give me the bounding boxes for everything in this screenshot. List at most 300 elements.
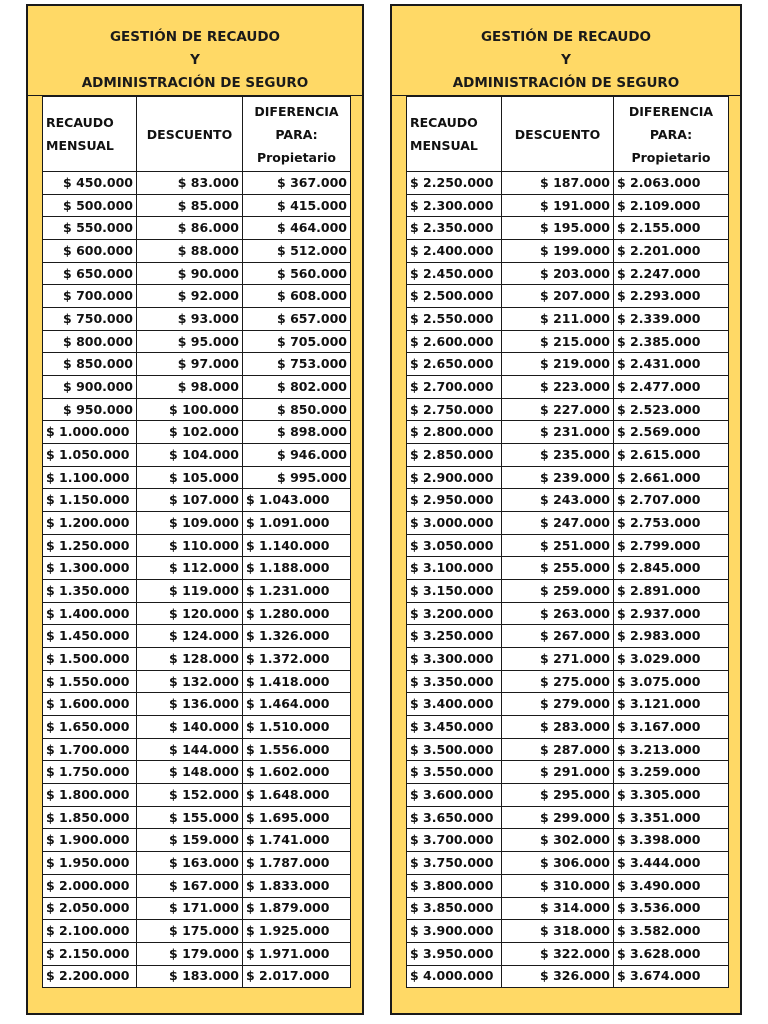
cell-descuento: $ 155.000 [137,806,243,829]
cell-recaudo: $ 1.450.000 [43,625,137,648]
cell-descuento: $ 247.000 [502,512,614,535]
table-row [407,580,729,603]
cell-diferencia: $ 1.280.000 [243,602,351,625]
header-diferencia: DIFERENCIA PARA: Propietario [614,97,729,172]
table-row [43,897,351,920]
header-diferencia: DIFERENCIA PARA: Propietario [243,97,351,172]
cell-descuento: $ 239.000 [502,466,614,489]
table-row [407,965,729,988]
table-row [43,648,351,671]
table-row [407,806,729,829]
cell-descuento: $ 259.000 [502,580,614,603]
cell-descuento: $ 275.000 [502,670,614,693]
table-row [407,784,729,807]
cell-diferencia: $ 2.615.000 [614,444,729,467]
cell-recaudo: $ 3.500.000 [407,738,502,761]
cell-diferencia: $ 1.043.000 [243,489,351,512]
cell-descuento: $ 326.000 [502,965,614,988]
cell-recaudo: $ 600.000 [43,240,137,263]
title-line-3: ADMINISTRACIÓN DE SEGURO [392,72,740,96]
cell-recaudo: $ 500.000 [43,194,137,217]
table-row [43,398,351,421]
cell-descuento: $ 255.000 [502,557,614,580]
cell-diferencia: $ 2.385.000 [614,330,729,353]
cell-diferencia: $ 1.833.000 [243,874,351,897]
table-row [43,444,351,467]
cell-descuento: $ 144.000 [137,738,243,761]
cell-descuento: $ 199.000 [502,240,614,263]
cell-descuento: $ 105.000 [137,466,243,489]
table-row [43,942,351,965]
cell-descuento: $ 219.000 [502,353,614,376]
table-row [43,285,351,308]
table-row [43,625,351,648]
cell-recaudo: $ 850.000 [43,353,137,376]
cell-descuento: $ 95.000 [137,330,243,353]
panel-title [28,26,362,96]
cell-recaudo: $ 3.650.000 [407,806,502,829]
table-row [407,308,729,331]
cell-recaudo: $ 2.350.000 [407,217,502,240]
cell-recaudo: $ 1.950.000 [43,852,137,875]
cell-recaudo: $ 1.750.000 [43,761,137,784]
cell-recaudo: $ 3.750.000 [407,852,502,875]
cell-diferencia: $ 1.648.000 [243,784,351,807]
cell-diferencia: $ 1.464.000 [243,693,351,716]
cell-diferencia: $ 2.339.000 [614,308,729,331]
table-row [43,874,351,897]
cell-recaudo: $ 2.250.000 [407,172,502,195]
rate-card-left [26,4,364,1015]
cell-diferencia: $ 3.029.000 [614,648,729,671]
cell-diferencia: $ 2.293.000 [614,285,729,308]
cell-diferencia: $ 3.213.000 [614,738,729,761]
cell-recaudo: $ 1.200.000 [43,512,137,535]
title-line-1: GESTIÓN DE RECAUDO [109,29,281,45]
cell-diferencia: $ 1.741.000 [243,829,351,852]
table-row [43,194,351,217]
title-line-1: GESTIÓN DE RECAUDO [480,29,652,45]
cell-recaudo: $ 3.550.000 [407,761,502,784]
cell-recaudo: $ 1.300.000 [43,557,137,580]
cell-descuento: $ 295.000 [502,784,614,807]
cell-descuento: $ 211.000 [502,308,614,331]
cell-diferencia: $ 2.707.000 [614,489,729,512]
cell-diferencia: $ 1.091.000 [243,512,351,535]
cell-descuento: $ 85.000 [137,194,243,217]
cell-diferencia: $ 1.879.000 [243,897,351,920]
cell-recaudo: $ 1.050.000 [43,444,137,467]
table-row [43,172,351,195]
cell-descuento: $ 140.000 [137,716,243,739]
cell-diferencia: $ 2.109.000 [614,194,729,217]
cell-descuento: $ 83.000 [137,172,243,195]
cell-recaudo: $ 2.550.000 [407,308,502,331]
cell-recaudo: $ 2.400.000 [407,240,502,263]
cell-diferencia: $ 3.674.000 [614,965,729,988]
cell-diferencia: $ 3.121.000 [614,693,729,716]
table-row [43,217,351,240]
header-descuento: DESCUENTO [502,97,614,172]
cell-diferencia: $ 2.983.000 [614,625,729,648]
cell-diferencia: $ 2.247.000 [614,262,729,285]
table-row [43,580,351,603]
cell-recaudo: $ 1.900.000 [43,829,137,852]
cell-descuento: $ 271.000 [502,648,614,671]
cell-recaudo: $ 2.700.000 [407,376,502,399]
cell-recaudo: $ 2.600.000 [407,330,502,353]
cell-diferencia: $ 2.937.000 [614,602,729,625]
table-row [407,353,729,376]
cell-diferencia: $ 1.418.000 [243,670,351,693]
cell-diferencia: $ 657.000 [243,308,351,331]
cell-descuento: $ 98.000 [137,376,243,399]
cell-diferencia: $ 3.167.000 [614,716,729,739]
cell-descuento: $ 322.000 [502,942,614,965]
cell-diferencia: $ 1.231.000 [243,580,351,603]
cell-diferencia: $ 3.075.000 [614,670,729,693]
cell-descuento: $ 92.000 [137,285,243,308]
cell-recaudo: $ 2.650.000 [407,353,502,376]
table-row [43,920,351,943]
table-row [407,240,729,263]
rates-table [42,96,351,988]
table-row [407,625,729,648]
cell-diferencia: $ 3.444.000 [614,852,729,875]
cell-recaudo: $ 1.250.000 [43,534,137,557]
cell-diferencia: $ 367.000 [243,172,351,195]
cell-diferencia: $ 946.000 [243,444,351,467]
cell-diferencia: $ 3.259.000 [614,761,729,784]
cell-diferencia: $ 1.695.000 [243,806,351,829]
table-row [43,466,351,489]
table-row [43,693,351,716]
table-body [407,172,729,988]
cell-recaudo: $ 1.000.000 [43,421,137,444]
cell-recaudo: $ 2.300.000 [407,194,502,217]
cell-diferencia: $ 415.000 [243,194,351,217]
cell-descuento: $ 152.000 [137,784,243,807]
table-row [43,829,351,852]
cell-recaudo: $ 2.100.000 [43,920,137,943]
table-row [407,716,729,739]
table-header-row [407,97,729,172]
table-row [43,670,351,693]
cell-recaudo: $ 3.950.000 [407,942,502,965]
cell-descuento: $ 215.000 [502,330,614,353]
cell-descuento: $ 110.000 [137,534,243,557]
table-row [43,512,351,535]
cell-recaudo: $ 3.350.000 [407,670,502,693]
cell-diferencia: $ 1.326.000 [243,625,351,648]
table-row [43,262,351,285]
cell-diferencia: $ 3.536.000 [614,897,729,920]
cell-diferencia: $ 3.490.000 [614,874,729,897]
table-row [407,761,729,784]
cell-descuento: $ 163.000 [137,852,243,875]
table-row [43,534,351,557]
table-row [43,557,351,580]
cell-diferencia: $ 1.510.000 [243,716,351,739]
cell-descuento: $ 299.000 [502,806,614,829]
cell-diferencia: $ 3.582.000 [614,920,729,943]
cell-descuento: $ 124.000 [137,625,243,648]
cell-descuento: $ 148.000 [137,761,243,784]
cell-recaudo: $ 2.950.000 [407,489,502,512]
cell-recaudo: $ 2.000.000 [43,874,137,897]
table-row [407,648,729,671]
cell-diferencia: $ 2.661.000 [614,466,729,489]
cell-descuento: $ 183.000 [137,965,243,988]
cell-diferencia: $ 995.000 [243,466,351,489]
cell-diferencia: $ 3.351.000 [614,806,729,829]
cell-descuento: $ 119.000 [137,580,243,603]
cell-descuento: $ 136.000 [137,693,243,716]
cell-diferencia: $ 2.477.000 [614,376,729,399]
rates-table [406,96,729,988]
cell-descuento: $ 187.000 [502,172,614,195]
table-row [407,557,729,580]
cell-descuento: $ 283.000 [502,716,614,739]
table-row [407,897,729,920]
cell-diferencia: $ 1.372.000 [243,648,351,671]
title-line-2: Y [190,52,200,68]
cell-diferencia: $ 2.799.000 [614,534,729,557]
cell-descuento: $ 171.000 [137,897,243,920]
cell-recaudo: $ 450.000 [43,172,137,195]
cell-recaudo: $ 4.000.000 [407,965,502,988]
cell-diferencia: $ 2.753.000 [614,512,729,535]
table-header-row [43,97,351,172]
cell-descuento: $ 227.000 [502,398,614,421]
cell-recaudo: $ 3.200.000 [407,602,502,625]
cell-descuento: $ 235.000 [502,444,614,467]
cell-recaudo: $ 3.700.000 [407,829,502,852]
cell-descuento: $ 203.000 [502,262,614,285]
cell-diferencia: $ 1.188.000 [243,557,351,580]
cell-descuento: $ 107.000 [137,489,243,512]
cell-recaudo: $ 2.450.000 [407,262,502,285]
cell-recaudo: $ 1.400.000 [43,602,137,625]
table-row [407,489,729,512]
cell-descuento: $ 191.000 [502,194,614,217]
cell-recaudo: $ 3.800.000 [407,874,502,897]
cell-descuento: $ 207.000 [502,285,614,308]
table-row [43,806,351,829]
cell-recaudo: $ 950.000 [43,398,137,421]
cell-recaudo: $ 1.700.000 [43,738,137,761]
cell-diferencia: $ 802.000 [243,376,351,399]
table-row [43,784,351,807]
cell-descuento: $ 175.000 [137,920,243,943]
cell-descuento: $ 314.000 [502,897,614,920]
cell-recaudo: $ 550.000 [43,217,137,240]
cell-diferencia: $ 608.000 [243,285,351,308]
title-line-2: Y [561,52,571,68]
cell-diferencia: $ 1.602.000 [243,761,351,784]
table-row [407,194,729,217]
cell-recaudo: $ 3.050.000 [407,534,502,557]
rate-card-right [390,4,742,1015]
cell-recaudo: $ 2.050.000 [43,897,137,920]
cell-recaudo: $ 3.100.000 [407,557,502,580]
cell-diferencia: $ 2.431.000 [614,353,729,376]
table-row [407,738,729,761]
cell-recaudo: $ 2.900.000 [407,466,502,489]
table-row [407,330,729,353]
panel-title [392,26,740,96]
cell-descuento: $ 263.000 [502,602,614,625]
cell-descuento: $ 195.000 [502,217,614,240]
cell-recaudo: $ 3.900.000 [407,920,502,943]
cell-diferencia: $ 1.556.000 [243,738,351,761]
cell-descuento: $ 310.000 [502,874,614,897]
cell-descuento: $ 267.000 [502,625,614,648]
table-row [407,693,729,716]
cell-descuento: $ 112.000 [137,557,243,580]
cell-recaudo: $ 3.850.000 [407,897,502,920]
table-row [407,829,729,852]
cell-recaudo: $ 650.000 [43,262,137,285]
table-row [407,421,729,444]
table-row [407,852,729,875]
header-recaudo-mensual: RECAUDO MENSUAL [43,97,137,172]
cell-recaudo: $ 1.150.000 [43,489,137,512]
cell-diferencia: $ 1.787.000 [243,852,351,875]
table-row [43,489,351,512]
cell-descuento: $ 287.000 [502,738,614,761]
cell-recaudo: $ 800.000 [43,330,137,353]
cell-descuento: $ 179.000 [137,942,243,965]
table-body [43,172,351,988]
table-row [407,285,729,308]
cell-descuento: $ 128.000 [137,648,243,671]
cell-recaudo: $ 900.000 [43,376,137,399]
table-row [407,942,729,965]
table-row [407,262,729,285]
cell-descuento: $ 88.000 [137,240,243,263]
table-row [407,602,729,625]
cell-diferencia: $ 1.971.000 [243,942,351,965]
table-row [407,534,729,557]
cell-descuento: $ 231.000 [502,421,614,444]
cell-diferencia: $ 1.140.000 [243,534,351,557]
cell-descuento: $ 86.000 [137,217,243,240]
table-row [407,444,729,467]
cell-recaudo: $ 1.850.000 [43,806,137,829]
cell-descuento: $ 291.000 [502,761,614,784]
cell-recaudo: $ 1.500.000 [43,648,137,671]
cell-recaudo: $ 3.450.000 [407,716,502,739]
cell-descuento: $ 97.000 [137,353,243,376]
cell-diferencia: $ 2.845.000 [614,557,729,580]
cell-diferencia: $ 2.155.000 [614,217,729,240]
cell-recaudo: $ 2.500.000 [407,285,502,308]
cell-recaudo: $ 1.800.000 [43,784,137,807]
title-line-3: ADMINISTRACIÓN DE SEGURO [28,72,362,96]
table-row [43,308,351,331]
cell-descuento: $ 104.000 [137,444,243,467]
cell-diferencia: $ 850.000 [243,398,351,421]
cell-descuento: $ 279.000 [502,693,614,716]
cell-recaudo: $ 2.750.000 [407,398,502,421]
cell-diferencia: $ 2.017.000 [243,965,351,988]
cell-diferencia: $ 3.398.000 [614,829,729,852]
cell-diferencia: $ 464.000 [243,217,351,240]
table-row [43,852,351,875]
cell-recaudo: $ 3.150.000 [407,580,502,603]
table-row [43,376,351,399]
cell-recaudo: $ 3.000.000 [407,512,502,535]
cell-diferencia: $ 2.891.000 [614,580,729,603]
cell-diferencia: $ 3.628.000 [614,942,729,965]
cell-recaudo: $ 1.650.000 [43,716,137,739]
table-row [407,217,729,240]
cell-recaudo: $ 2.850.000 [407,444,502,467]
cell-descuento: $ 93.000 [137,308,243,331]
table-row [43,761,351,784]
table-row [407,172,729,195]
cell-descuento: $ 306.000 [502,852,614,875]
cell-descuento: $ 100.000 [137,398,243,421]
table-row [407,466,729,489]
cell-descuento: $ 302.000 [502,829,614,852]
cell-descuento: $ 167.000 [137,874,243,897]
header-descuento: DESCUENTO [137,97,243,172]
header-recaudo-mensual: RECAUDO MENSUAL [407,97,502,172]
cell-recaudo: $ 1.350.000 [43,580,137,603]
cell-diferencia: $ 753.000 [243,353,351,376]
table-row [43,965,351,988]
cell-diferencia: $ 2.201.000 [614,240,729,263]
cell-diferencia: $ 560.000 [243,262,351,285]
cell-diferencia: $ 2.523.000 [614,398,729,421]
cell-descuento: $ 102.000 [137,421,243,444]
table-row [43,716,351,739]
cell-recaudo: $ 2.150.000 [43,942,137,965]
table-row [407,874,729,897]
table-row [43,330,351,353]
cell-recaudo: $ 750.000 [43,308,137,331]
table-row [407,670,729,693]
cell-diferencia: $ 3.305.000 [614,784,729,807]
cell-diferencia: $ 2.569.000 [614,421,729,444]
cell-descuento: $ 251.000 [502,534,614,557]
cell-descuento: $ 318.000 [502,920,614,943]
cell-diferencia: $ 1.925.000 [243,920,351,943]
table-row [43,421,351,444]
cell-recaudo: $ 3.300.000 [407,648,502,671]
cell-diferencia: $ 898.000 [243,421,351,444]
cell-recaudo: $ 1.550.000 [43,670,137,693]
cell-recaudo: $ 3.400.000 [407,693,502,716]
table-row [407,398,729,421]
table-row [407,376,729,399]
cell-descuento: $ 243.000 [502,489,614,512]
cell-recaudo: $ 1.100.000 [43,466,137,489]
cell-recaudo: $ 3.250.000 [407,625,502,648]
cell-descuento: $ 90.000 [137,262,243,285]
table-row [43,240,351,263]
cell-recaudo: $ 1.600.000 [43,693,137,716]
table-row [407,512,729,535]
cell-recaudo: $ 700.000 [43,285,137,308]
cell-descuento: $ 120.000 [137,602,243,625]
cell-diferencia: $ 705.000 [243,330,351,353]
cell-recaudo: $ 2.800.000 [407,421,502,444]
table-row [407,920,729,943]
cell-recaudo: $ 2.200.000 [43,965,137,988]
